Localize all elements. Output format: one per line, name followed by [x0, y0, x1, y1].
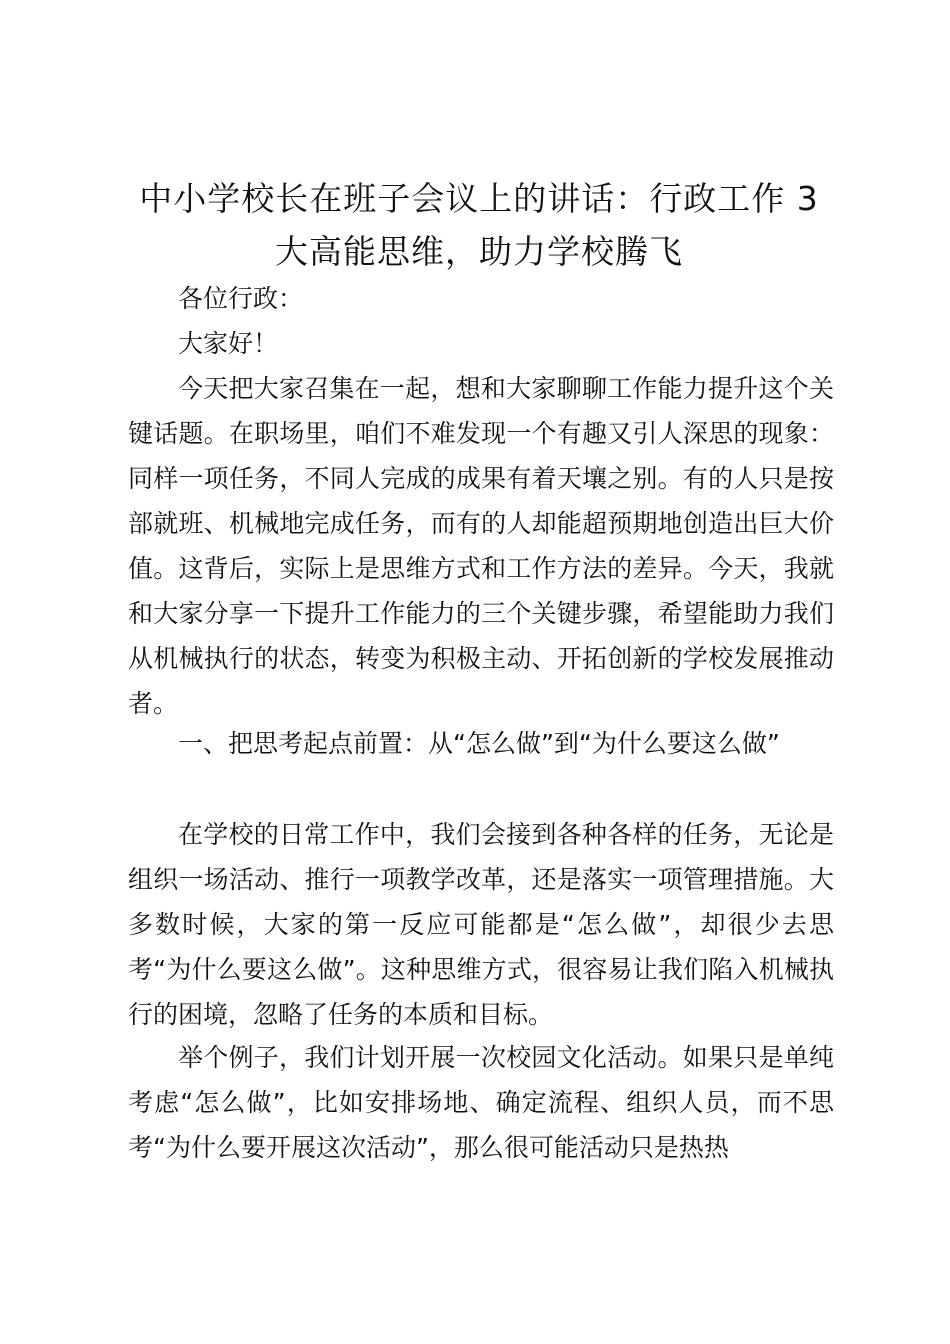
paragraph-intro: 今天把大家召集在一起，想和大家聊聊工作能力提升这个关键话题。在职场里，咱们不难发现一个有趣又引人深思的现象：同样一项任务，不同人完成的成果有着天壤之别。有的人只是按部就班、机械地完成任务，而有的人却能超预期地创造出巨大价值。这背后，实际上是思维方式和工作方法的差异。今天，我就和大家分享一下提升工作能力的三个关键步骤，希望能助力我们从机械执行的状态，转变为积极主动、开拓创新的学校发展推动者。 [128, 374, 834, 718]
salutation: 各位行政： [178, 284, 304, 313]
paragraph-section-1: 在学校的日常工作中，我们会接到各种各样的任务，无论是组织一场活动、推行一项教学改革，还是落实一项管理措施。大多数时候，大家的第一反应可能都是“怎么做”，却很少去思考“为什么要这么做”。这种思维方式，很容易让我们陷入机械执行的困境，忽略了任务的本质和目标。 [128, 820, 834, 1029]
greeting: 大家好！ [178, 329, 279, 358]
section-heading-1: 一、把思考起点前置：从“怎么做”到“为什么要这么做” [178, 729, 780, 758]
paragraph-example: 举个例子，我们计划开展一次校园文化活动。如果只是单纯考虑“怎么做”，比如安排场地、确定流程、组织人员，而不思考“为什么要开展这次活动”，那么很可能活动只是热热 [128, 1043, 834, 1162]
document-title: 中小学校长在班子会议上的讲话：行政工作 3 大高能思维，助力学校腾飞 [139, 179, 819, 271]
